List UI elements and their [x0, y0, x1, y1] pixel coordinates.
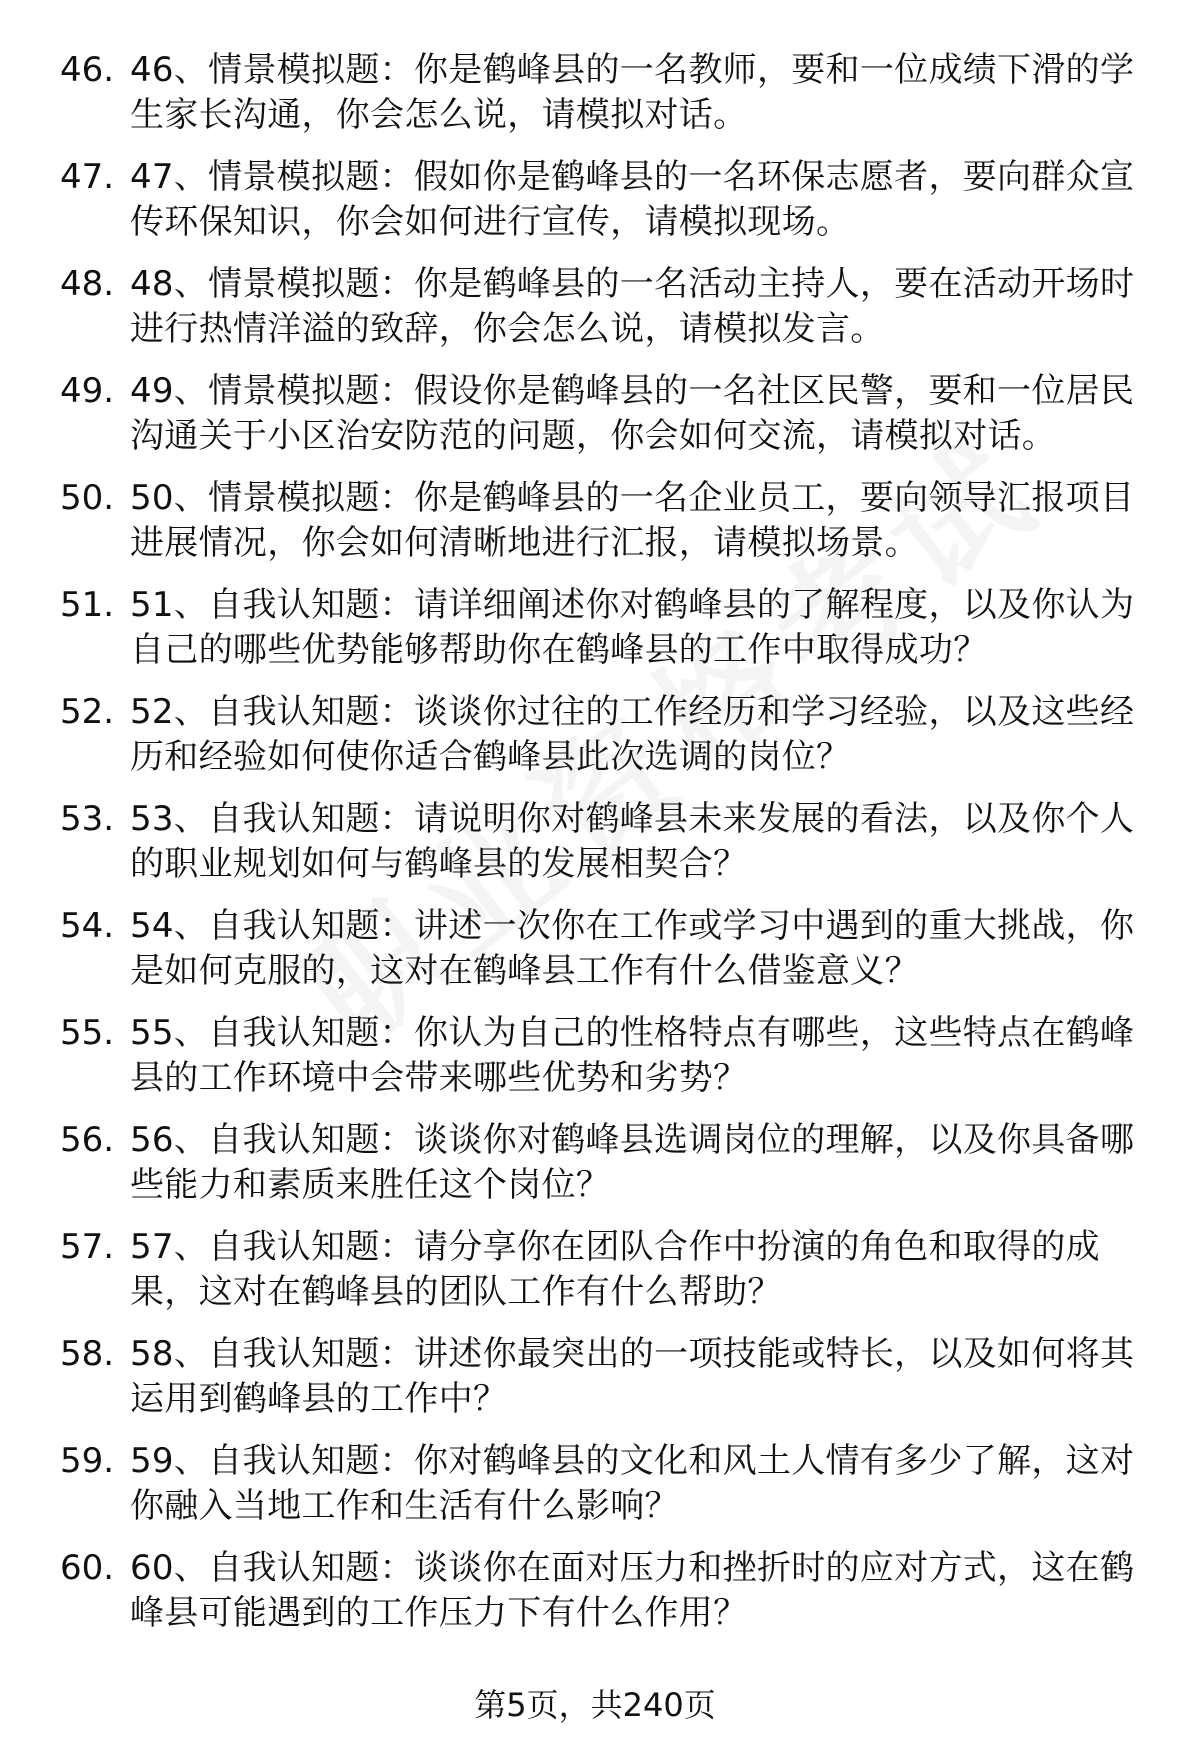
list-item [0, 797, 1190, 904]
question-number: 59. [60, 1441, 115, 1481]
question-text: 57、自我认知题：请分享你在团队合作中扮演的角色和取得的成果，这对在鹤峰县的团队工作有什么帮助？ [130, 1227, 1100, 1312]
list-item [0, 1332, 1190, 1439]
question-number: 48. [60, 264, 115, 304]
question-number: 57. [60, 1227, 115, 1267]
list-item [0, 369, 1190, 476]
page-number-footer: 第5页，共240页 [474, 1686, 716, 1724]
question-text: 49、情景模拟题：假设你是鹤峰县的一名社区民警，要和一位居民沟通关于小区治安防范的问题，你会如何交流，请模拟对话。 [130, 371, 1135, 456]
list-item [0, 1546, 1190, 1653]
question-text: 47、情景模拟题：假如你是鹤峰县的一名环保志愿者，要向群众宣传环保知识，你会如何进行宣传，请模拟现场。 [130, 157, 1135, 242]
question-number: 53. [60, 799, 115, 839]
question-text: 53、自我认知题：请说明你对鹤峰县未来发展的看法，以及你个人的职业规划如何与鹤峰县的发展相契合？ [130, 799, 1135, 884]
question-text: 50、情景模拟题：你是鹤峰县的一名企业员工，要向领导汇报项目进展情况，你会如何清晰地进行汇报，请模拟场景。 [130, 478, 1135, 563]
list-item [0, 476, 1190, 583]
question-number: 46. [60, 50, 115, 90]
question-number: 51. [60, 585, 115, 625]
question-text: 58、自我认知题：讲述你最突出的一项技能或特长，以及如何将其运用到鹤峰县的工作中？ [130, 1334, 1135, 1419]
list-item [0, 262, 1190, 369]
question-number: 60. [60, 1548, 115, 1588]
list-item [0, 1439, 1190, 1546]
question-text: 48、情景模拟题：你是鹤峰县的一名活动主持人，要在活动开场时进行热情洋溢的致辞，你会怎么说，请模拟发言。 [130, 264, 1135, 349]
question-number: 54. [60, 906, 115, 946]
list-item [0, 690, 1190, 797]
question-number: 55. [60, 1013, 115, 1053]
question-text: 51、自我认知题：请详细阐述你对鹤峰县的了解程度，以及你认为自己的哪些优势能够帮助你在鹤峰县的工作中取得成功？ [130, 585, 1135, 670]
list-item [0, 1225, 1190, 1332]
list-item [0, 1118, 1190, 1225]
question-number: 56. [60, 1120, 115, 1160]
question-text: 56、自我认知题：谈谈你对鹤峰县选调岗位的理解，以及你具备哪些能力和素质来胜任这个岗位？ [130, 1120, 1135, 1205]
list-item [0, 155, 1190, 262]
question-text: 55、自我认知题：你认为自己的性格特点有哪些，这些特点在鹤峰县的工作环境中会带来哪些优势和劣势？ [130, 1013, 1135, 1098]
question-text: 59、自我认知题：你对鹤峰县的文化和风土人情有多少了解，这对你融入当地工作和生活有什么影响？ [130, 1441, 1135, 1526]
question-text: 46、情景模拟题：你是鹤峰县的一名教师，要和一位成绩下滑的学生家长沟通，你会怎么说，请模拟对话。 [130, 50, 1135, 135]
question-list [0, 48, 1190, 1653]
list-item [0, 48, 1190, 155]
question-number: 47. [60, 157, 115, 197]
question-number: 58. [60, 1334, 115, 1374]
question-text: 54、自我认知题：讲述一次你在工作或学习中遇到的重大挑战，你是如何克服的，这对在鹤峰县工作有什么借鉴意义？ [130, 906, 1135, 991]
list-item [0, 904, 1190, 1011]
list-item [0, 1011, 1190, 1118]
list-item [0, 583, 1190, 690]
question-number: 49. [60, 371, 115, 411]
question-text: 60、自我认知题：谈谈你在面对压力和挫折时的应对方式，这在鹤峰县可能遇到的工作压力下有什么作用？ [130, 1548, 1135, 1633]
question-text: 52、自我认知题：谈谈你过往的工作经历和学习经验，以及这些经历和经验如何使你适合鹤峰县此次选调的岗位？ [130, 692, 1135, 777]
question-number: 52. [60, 692, 115, 732]
question-number: 50. [60, 478, 115, 518]
